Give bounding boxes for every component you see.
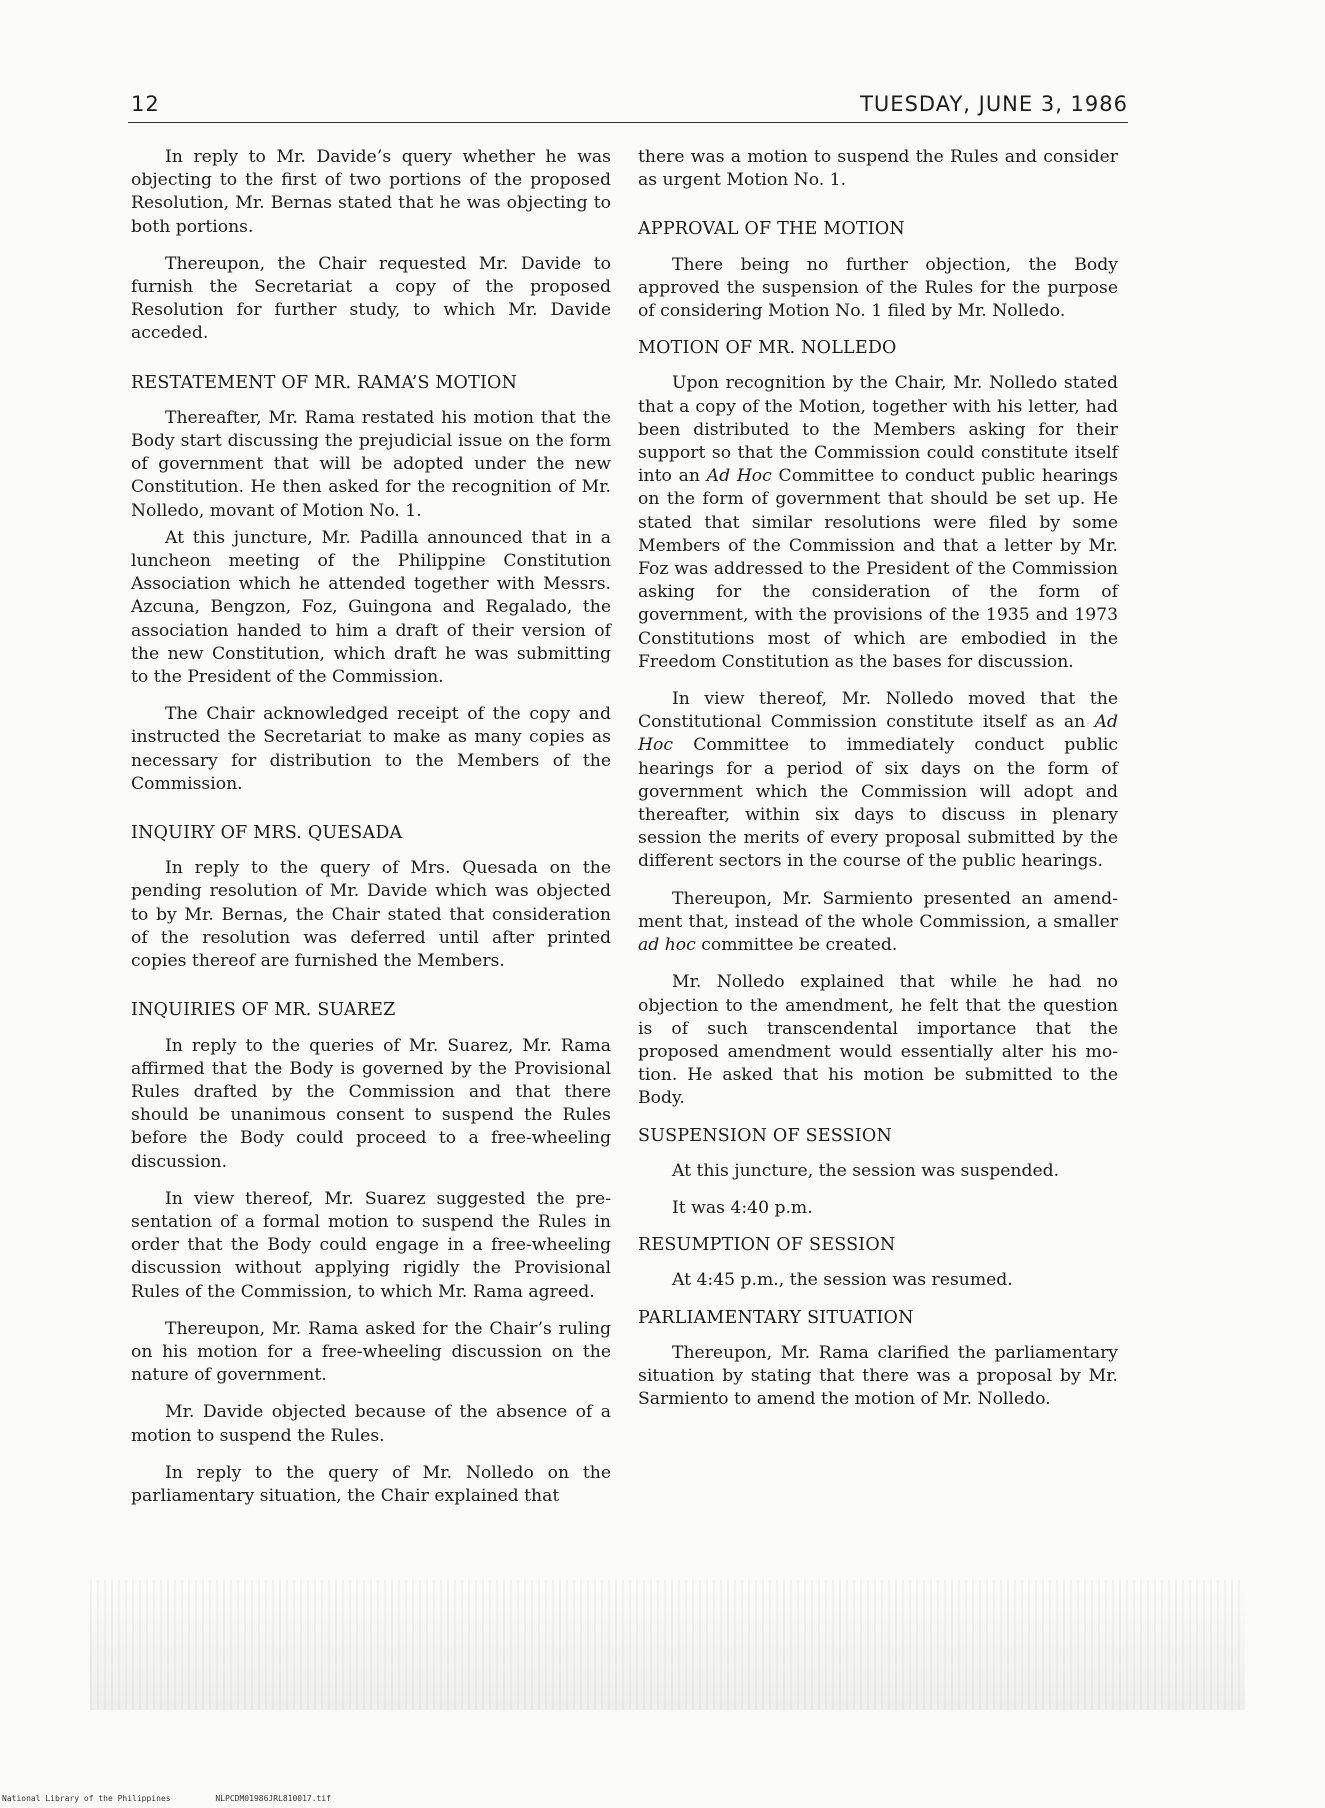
section-heading: APPROVAL OF THE MOTION xyxy=(638,219,905,240)
section-heading: RESTATEMENT OF MR. RAMA’S MOTION xyxy=(131,372,518,393)
page-date: TUESDAY, JUNE 3, 1986 xyxy=(860,92,1128,116)
paragraph: Thereupon, Mr. Rama clarified the parliamentary situation by stating that there was a proposal by Mr. Sarmiento to amend the motion of Mr. Nolledo. xyxy=(638,1342,1118,1410)
scan-noise xyxy=(90,1580,1245,1710)
paragraph: At 4:45 p.m., the session was resumed. xyxy=(672,1270,1013,1291)
paragraph: In view thereof, Mr. Nolledo moved that the Constitutional Commission constitute itself as an Ad Hoc Committee to immediately conduct public hearings for a period of six days on the form of government which the Commission will adopt and thereafter, within six days to discuss in plenary session the merits of every proposal submitted by the different sectors in the course of the public hearings. xyxy=(638,689,1118,872)
section-heading: SUSPENSION OF SESSION xyxy=(638,1125,892,1146)
paragraph: In reply to the query of Mrs. Quesada on the pending resolution of Mr. Davide which was objected to by Mr. Bernas, the Chair stated that consideration of the resolution was deferred until after printed copies thereof are furnished the Members. xyxy=(131,858,611,972)
paragraph: Thereafter, Mr. Rama restated his motion that the Body start discussing the prejudicial issue on the form of government that will be adopted under the new Constitution. He then asked for the recognition of Mr. Nolledo, movant of Motion No. 1. xyxy=(131,407,611,521)
paragraph: In reply to the queries of Mr. Suarez, Mr. Rama affirmed that the Body is governed by the Provisional Rules drafted by the Commission and that there should be unanimous consent to suspend the Rules before the Body could proceed to a free-wheeling discussion. xyxy=(131,1035,611,1172)
section-heading: PARLIAMENTARY SITUATION xyxy=(638,1307,914,1328)
paragraph: there was a motion to suspend the Rules and consider as urgent Motion No. 1. xyxy=(638,147,1118,191)
paragraph: At this juncture, Mr. Padilla announced that in a luncheon meeting of the Philippine Constitution Association which he attended together with Messrs. Azcuna, Bengzon, Foz, Guingona and Regalado, the association handed to him a draft of their version of the new Constitution, which draft he was submitting to the President of the Commission. xyxy=(131,527,611,688)
paragraph: Mr. Davide objected because of the absence of a motion to suspend the Rules. xyxy=(131,1402,611,1446)
paragraph: The Chair acknowledged receipt of the copy and instructed the Secretariat to make as many copies as necessary for distribution to the Members of the Commission. xyxy=(131,704,611,794)
library-credit: National Library of the Philippines xyxy=(2,1794,171,1803)
paragraph: It was 4:40 p.m. xyxy=(672,1197,813,1218)
section-heading: RESUMPTION OF SESSION xyxy=(638,1235,896,1256)
section-heading: MOTION OF MR. NOLLEDO xyxy=(638,338,897,359)
paragraph: Mr. Nolledo explained that while he had no objection to the amendment, he felt that the question is of such transcendental importance that the proposed amendment would essentially alter his motion. He asked that his motion be submitted to the Body. xyxy=(638,972,1118,1109)
left-column xyxy=(131,146,611,1522)
paragraph: Thereupon, the Chair requested Mr. Davide to furnish the Secretariat a copy of the proposed Resolution for further study, to which Mr. Davide acceded. xyxy=(131,253,611,344)
file-name: NLPCDM01986JRL810017.tif xyxy=(215,1794,331,1803)
paragraph: There being no further objection, the Body approved the suspension of the Rules for the purpose of considering Motion No. 1 filed by Mr. Nolledo. xyxy=(638,254,1118,322)
paragraph: Upon recognition by the Chair, Mr. Nolledo stated that a copy of the Motion, together with his letter, had been distributed to the Members asking for their support so that the Commission could constitute itself into an Ad Hoc Committee to conduct public hearings on the form of government that should be set up. He stated that similar resolutions were filed by some Members of the Commission and that a letter by Mr. Foz was addressed to the President of the Commission asking for the consideration of the form of government, with the provisions of the 1935 and 1973 Constitutions most of which are embodied in the Freedom Constitution as the bases for discussion. xyxy=(638,373,1118,672)
paragraph: Thereupon, Mr. Sarmiento presented an amendment that, instead of the whole Commission, a smaller ad hoc committee be created. xyxy=(638,888,1118,956)
scan-footer xyxy=(2,1794,371,1803)
section-heading: INQUIRY OF MRS. QUESADA xyxy=(131,823,403,844)
page-number: 12 xyxy=(131,92,160,116)
paragraph: In reply to Mr. Davide’s query whether he was objecting to the first of two portions of the proposed Resolution, Mr. Bernas stated that he was objecting to both portions. xyxy=(131,147,611,237)
paragraph: In view thereof, Mr. Suarez suggested the presentation of a formal motion to suspend the Rules in order that the Body could engage in a free-wheeling discussion without applying rigidly the Provisional Rules of the Commission, to which Mr. Rama agreed. xyxy=(131,1188,611,1302)
paragraph: In reply to the query of Mr. Nolledo on the parliamentary situation, the Chair explained that xyxy=(131,1462,611,1506)
right-column xyxy=(638,146,1118,1425)
header-rule xyxy=(128,122,1128,123)
paragraph: Thereupon, Mr. Rama asked for the Chair’s ruling on his motion for a free-wheeling discussion on the nature of government. xyxy=(131,1318,611,1386)
section-heading: INQUIRIES OF MR. SUAREZ xyxy=(131,1000,396,1021)
paragraph: At this juncture, the session was suspended. xyxy=(672,1160,1060,1181)
